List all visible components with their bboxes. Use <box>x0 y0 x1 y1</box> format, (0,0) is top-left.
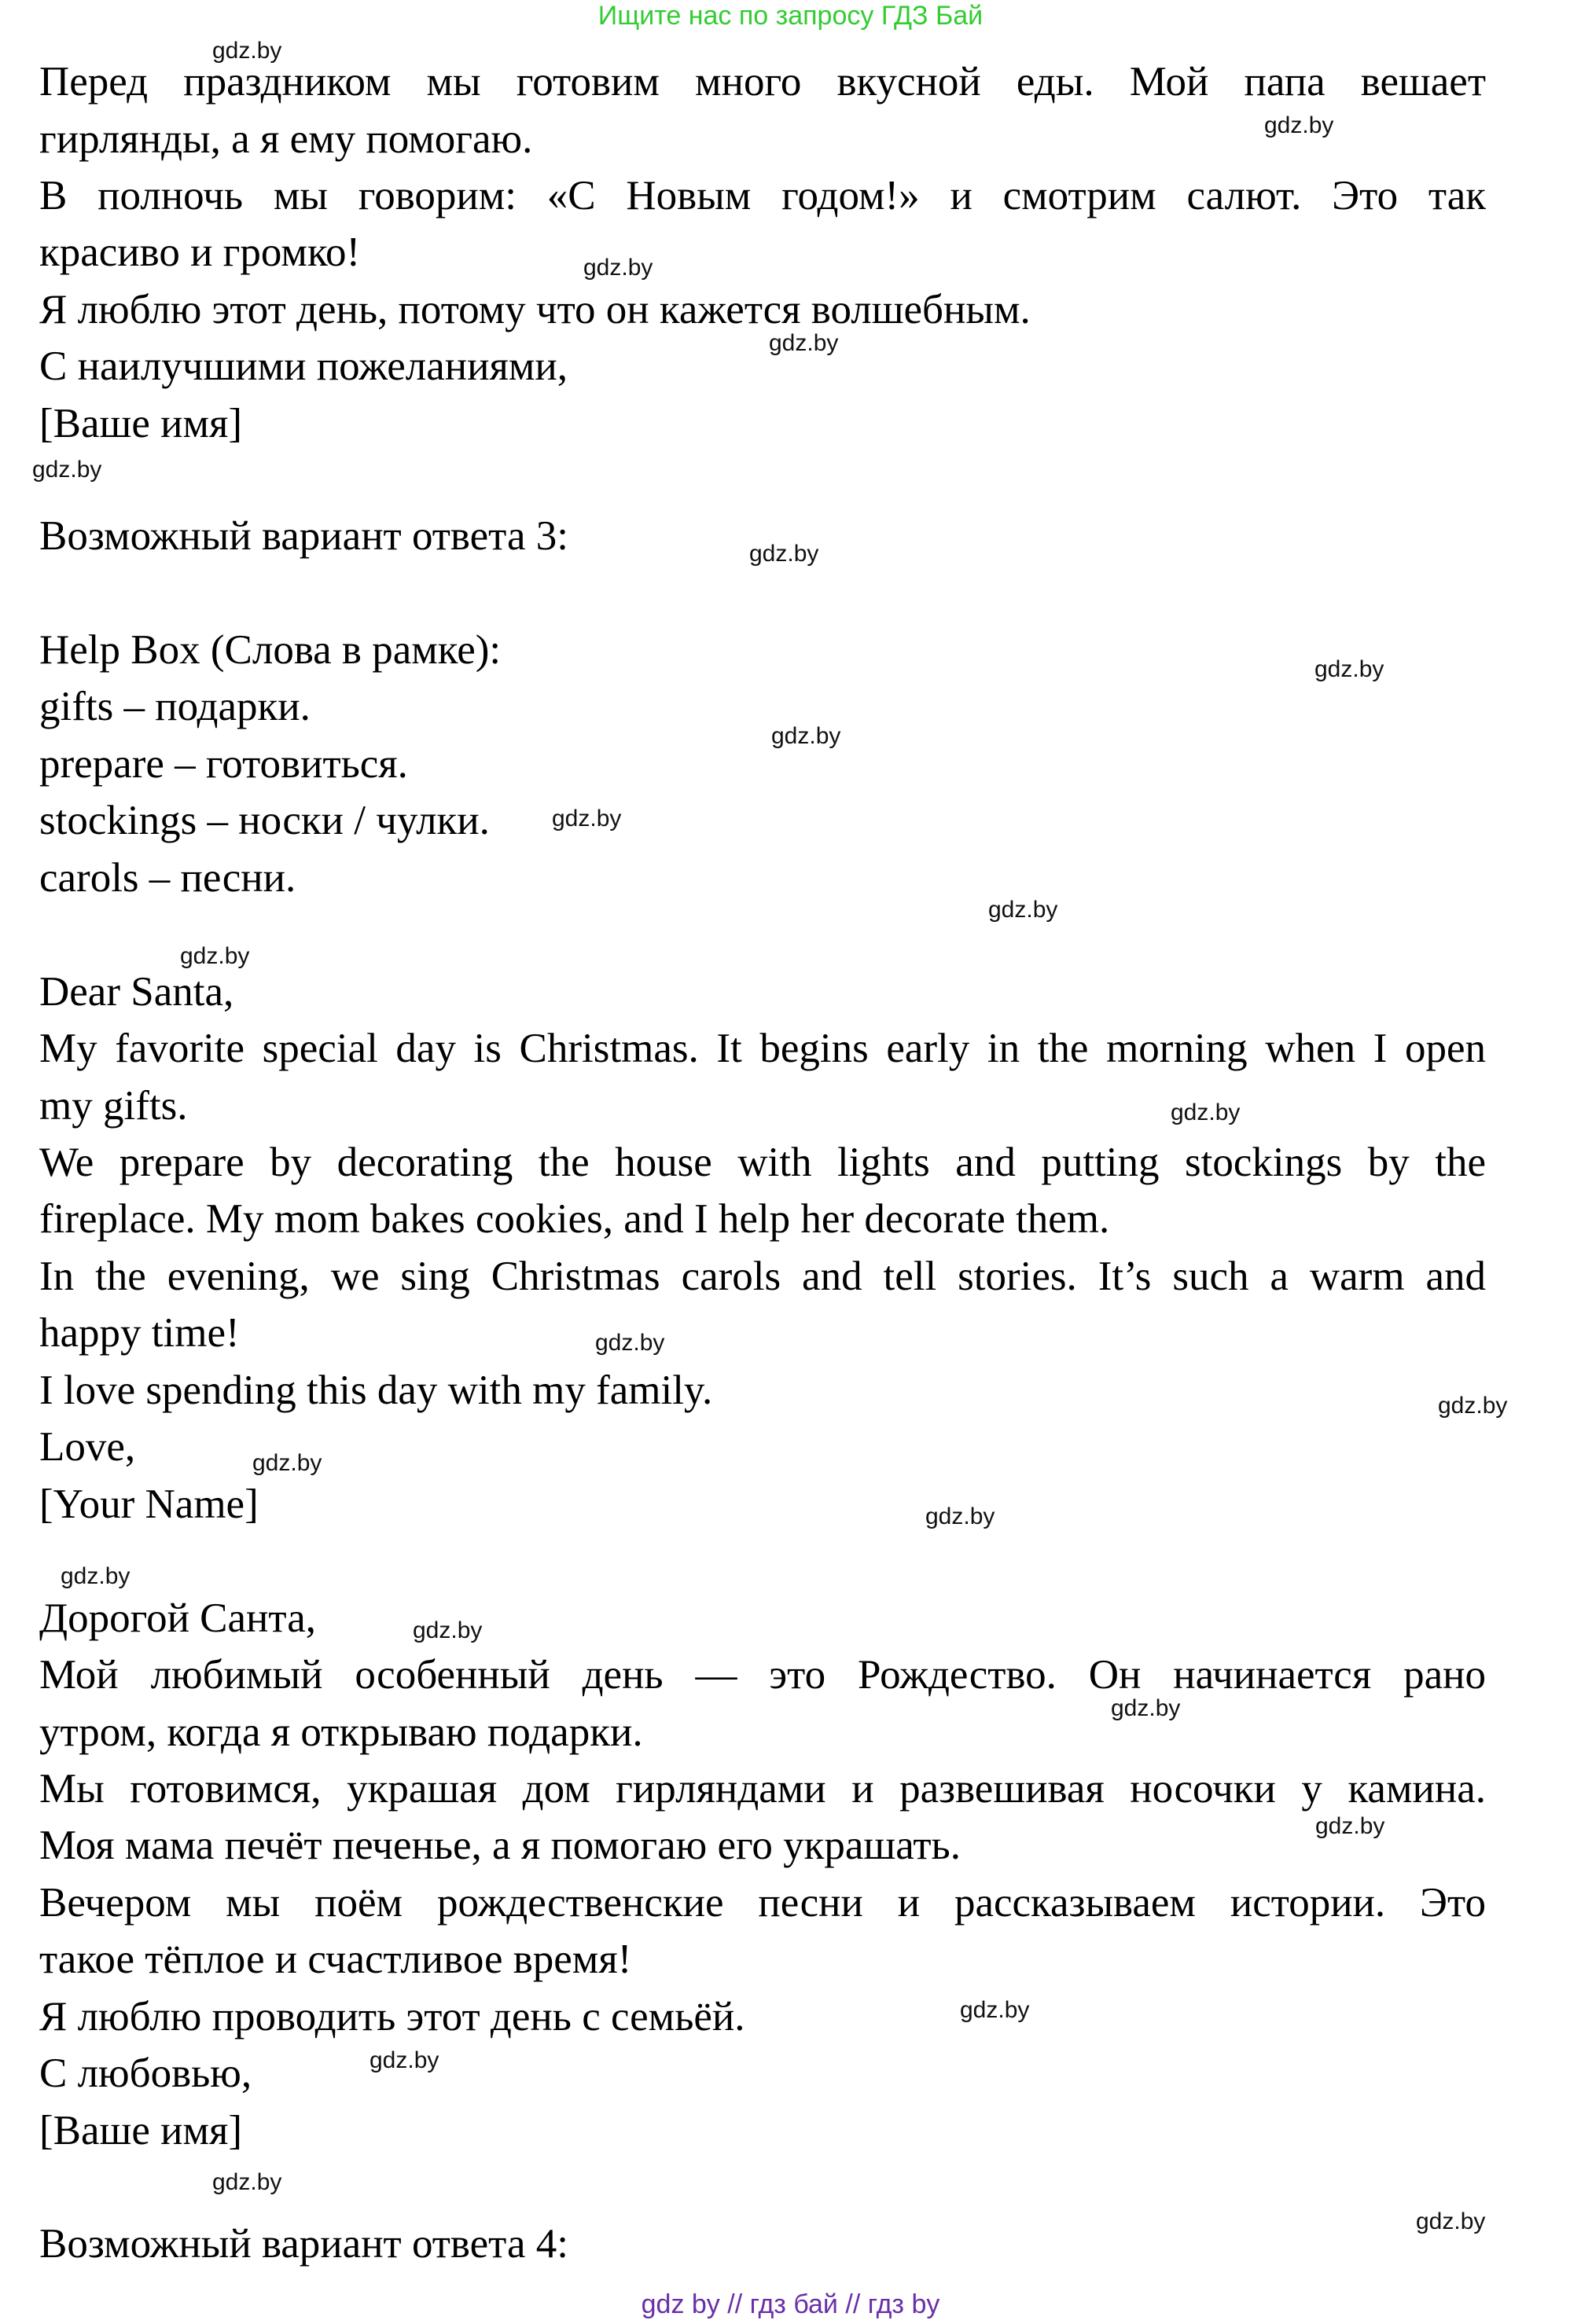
watermark: gdz.by <box>252 1450 322 1476</box>
text-line: такое тёплое и счастливое время! <box>39 1937 632 1982</box>
text-line: Love, <box>39 1424 136 1470</box>
section-heading: Возможный вариант ответа 4: <box>39 2221 568 2267</box>
watermark: gdz.by <box>552 806 622 832</box>
text-line: гирлянды, а я ему помогаю. <box>39 116 533 162</box>
watermark: gdz.by <box>960 1997 1030 2023</box>
text-line: fireplace. My mom bakes cookies, and I help her decorate them. <box>39 1196 1110 1242</box>
watermark: gdz.by <box>1416 2208 1486 2234</box>
text-line: gifts – подарки. <box>39 684 311 729</box>
text-line: Мы готовимся, украшая дом гирляндами и развешивая носочки у камина. <box>39 1766 1486 1812</box>
watermark: gdz.by <box>771 723 841 749</box>
watermark: gdz.by <box>370 2047 439 2073</box>
watermark: gdz.by <box>1264 112 1334 138</box>
text-line: Help Box (Слова в рамке): <box>39 627 502 673</box>
text-line: Мой любимый особенный день — это Рождество. Он начинается рано <box>39 1652 1486 1698</box>
text-line: С наилучшими пожеланиями, <box>39 343 568 389</box>
watermark: gdz.by <box>212 2169 282 2195</box>
watermark: gdz.by <box>1315 1813 1385 1839</box>
footer-links[interactable]: gdz by // гдз бай // гдз by <box>641 2289 940 2319</box>
text-line: Вечером мы поём рождественские песни и рассказываем истории. Это <box>39 1880 1486 1926</box>
text-line: [Ваше имя] <box>39 401 243 446</box>
text-line: Я люблю проводить этот день с семьёй. <box>39 1994 745 2039</box>
text-line: prepare – готовиться. <box>39 741 408 787</box>
text-line: We prepare by decorating the house with lights and putting stockings by the <box>39 1140 1486 1185</box>
text-line: В полночь мы говорим: «С Новым годом!» и смотрим салют. Это так <box>39 173 1486 218</box>
watermark: gdz.by <box>32 457 102 483</box>
text-line: красиво и громко! <box>39 229 361 275</box>
text-line: Перед праздником мы готовим много вкусной еды. Мой папа вешает <box>39 59 1486 105</box>
header-search-link[interactable]: Ищите нас по запросу ГДЗ Бай <box>597 1 984 31</box>
watermark: gdz.by <box>583 255 653 281</box>
section-heading: Возможный вариант ответа 3: <box>39 513 568 559</box>
watermark: gdz.by <box>1314 656 1384 682</box>
text-line: С любовью, <box>39 2050 252 2096</box>
text-line: carols – песни. <box>39 855 296 901</box>
watermark: gdz.by <box>413 1617 483 1643</box>
text-line: [Your Name] <box>39 1481 259 1527</box>
watermark: gdz.by <box>595 1330 665 1356</box>
watermark: gdz.by <box>1171 1100 1241 1125</box>
text-line: I love spending this day with my family. <box>39 1368 713 1413</box>
text-line: Dear Santa, <box>39 969 234 1015</box>
text-line: утром, когда я открываю подарки. <box>39 1709 643 1755</box>
watermark: gdz.by <box>988 897 1058 923</box>
text-line: my gifts. <box>39 1083 188 1129</box>
watermark: gdz.by <box>1111 1695 1181 1721</box>
text-line: happy time! <box>39 1310 240 1356</box>
watermark: gdz.by <box>1438 1393 1508 1419</box>
watermark: gdz.by <box>180 943 250 969</box>
watermark: gdz.by <box>769 330 839 356</box>
text-line: stockings – носки / чулки. <box>39 798 490 843</box>
text-line: Я люблю этот день, потому что он кажется волшебным. <box>39 287 1031 332</box>
watermark: gdz.by <box>212 38 282 64</box>
watermark: gdz.by <box>749 541 819 567</box>
watermark: gdz.by <box>61 1563 131 1589</box>
text-line: Дорогой Санта, <box>39 1595 317 1641</box>
text-line: [Ваше имя] <box>39 2108 243 2153</box>
text-line: My favorite special day is Christmas. It begins early in the morning when I open <box>39 1026 1486 1071</box>
watermark: gdz.by <box>925 1503 995 1529</box>
text-line: Моя мама печёт печенье, а я помогаю его украшать. <box>39 1823 961 1868</box>
text-line: In the evening, we sing Christmas carols and tell stories. It’s such a warm and <box>39 1254 1486 1299</box>
